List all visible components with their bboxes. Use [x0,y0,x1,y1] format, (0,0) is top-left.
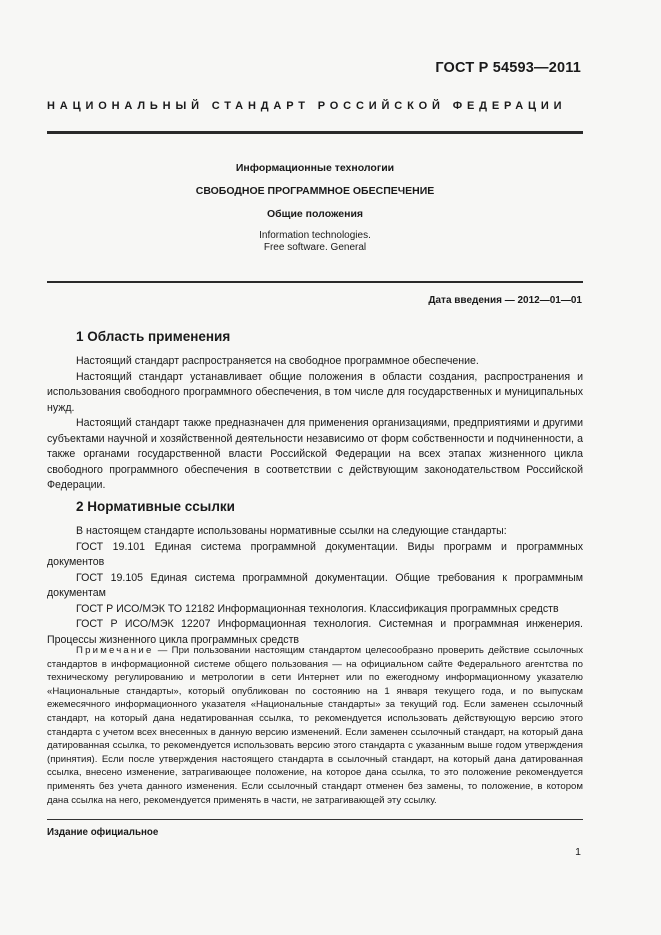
section-1-title: 1 Область применения [76,329,231,344]
category-title: Информационные технологии [235,162,395,174]
document-subtitle: Общие положения [266,208,364,220]
english-title [47,230,583,254]
section-1-paragraph: Настоящий стандарт также предназначен для применения организациями, предприятиями и другими субъектами научной и хозяйственной деятельности независимо от форм собственности и подчиненности, а также органами государственной власти Российской Федерации на всех этапах жизненного цикла свободного программного обеспечения в соответствии с действующим законодательством Российской Федерации. [47,417,583,491]
note-text: — При пользовании настоящим стандартом целесообразно проверить действие ссылочных стандартов в информационной системе общего пользования — на официальном сайте Федерального агентства по техническому регулированию и метрологии в сети Интернет или по ежегодному информационному указателю «Национальные стандарты», который опубликован по состоянию на 1 января текущего года, и по выпускам ежемесячного информационного указателя «Национальные стандарты» за текущий год. Если заменен ссылочный стандарт, на который дана недатированная ссылка, то рекомендуется использовать действующую версию этого стандарта с учетом всех внесенных в данную версию изменений. Если заменен ссылочный стандарт, на который дана датированная ссылка, то рекомендуется использовать версию этого стандарта с указанным выше годом утверждения (принятия). Если после утверждения настоящего стандарта в ссылочный стандарт, на который дана датированная ссылка, внесено изменение, затрагивающее положение, на которое дана ссылка, то это положение рекомендуется применять без учета данного изменения. Если ссылочный стандарт отменен без замены, то положение, в котором дана ссылка на него, рекомендуется применять в части, не затрагивающей эту ссылку. [47,645,583,806]
top-rule [47,131,583,134]
edition-label: Издание официальное [47,827,159,838]
section-2-paragraph: В настоящем стандарте использованы нормативные ссылки на следующие стандарты: [76,525,507,537]
section-1-paragraph: Настоящий стандарт устанавливает общие положения в области создания, распространения и использования свободного программного обеспечения, в том числе для государственных и муниципальных нужд. [47,370,583,414]
section-2-title: 2 Нормативные ссылки [76,499,235,514]
section-1-paragraph: Настоящий стандарт распространяется на свободное программное обеспечение. [76,355,479,367]
intro-date: Дата введения — 2012—01—01 [428,295,582,306]
footer-rule [47,819,583,820]
national-standard-heading: НАЦИОНАЛЬНЫЙ СТАНДАРТ РОССИЙСКОЙ ФЕДЕРАЦИИ [47,100,567,112]
gost-number: ГОСТ Р 54593—2011 [435,60,581,76]
document-title: СВОБОДНОЕ ПРОГРАММНОЕ ОБЕСПЕЧЕНИЕ [195,185,435,197]
page-number: 1 [575,846,581,858]
normative-reference: ГОСТ 19.105 Единая система программной документации. Общие требования к программным документам [47,571,583,599]
middle-rule [47,281,583,283]
english-title-line-2: Free software. General [263,242,367,253]
note [47,644,583,807]
normative-reference: ГОСТ 19.101 Единая система программной документации. Виды программ и программных документов [47,540,583,568]
english-title-line-1: Information technologies. [259,230,371,241]
normative-reference: ГОСТ Р ИСО/МЭК 12207 Информационная технология. Системная и программная инженерия. Процессы жизненного цикла программных средств [47,618,583,646]
note-label: Примечание [76,645,154,656]
normative-reference: ГОСТ Р ИСО/МЭК ТО 12182 Информационная технология. Классификация программных средств [76,602,559,615]
